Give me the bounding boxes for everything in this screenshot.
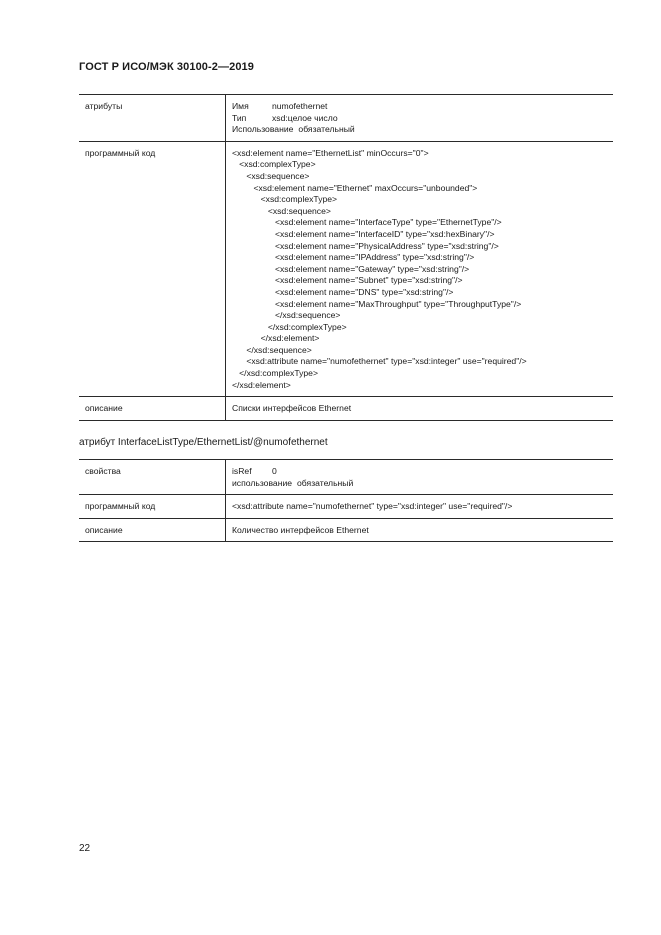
attr-usage-key: Использование [232, 124, 294, 135]
prop-usage-key: использование [232, 477, 293, 488]
description-row [79, 397, 613, 421]
prop-isref-value: 0 [272, 466, 277, 476]
code-line: <xsd:attribute name="numofethernet" type="xsd:integer" use="required"/> [232, 356, 527, 367]
code-line: <xsd:element name="MaxThroughput" type="ThroughputType"/> [232, 298, 522, 309]
code-line: <xsd:element name="Ethernet" maxOccurs="unbounded"> [232, 182, 478, 193]
attribute-caption: атрибут InterfaceListType/EthernetList/@numofethernet [79, 437, 328, 448]
code-line: <xsd:complexType> [232, 159, 316, 170]
attr-name-key: Имя [232, 101, 249, 111]
prop-isref-key: isRef [232, 466, 252, 476]
code-line: </xsd:element> [232, 379, 291, 390]
code-line: <xsd:element name="IPAddress" type="xsd:string"/> [232, 252, 475, 263]
code-label: программный код [79, 141, 226, 396]
attr-usage-line [232, 124, 607, 136]
attributes-row [79, 95, 613, 142]
code-line: <xsd:element name="PhysicalAddress" type="xsd:string"/> [232, 240, 499, 251]
code-value-2: <xsd:attribute name="numofethernet" type="xsd:integer" use="required"/> [226, 495, 614, 519]
code-line: </xsd:complexType> [232, 368, 318, 379]
prop-usage-line [232, 478, 607, 490]
code-block [232, 148, 607, 391]
description-label-2: описание [79, 518, 226, 542]
code-value [226, 141, 614, 396]
code-line: <xsd:sequence> [232, 205, 331, 216]
prop-usage-value: обязательный [297, 477, 354, 488]
document-header: ГОСТ Р ИСО/МЭК 30100-2—2019 [79, 61, 254, 73]
code-label-2: программный код [79, 495, 226, 519]
code-line: </xsd:element> [232, 333, 320, 344]
code-line: </xsd:sequence> [232, 310, 341, 321]
code-line: <xsd:element name="InterfaceType" type="EthernetType"/> [232, 217, 502, 228]
code-row-2 [79, 495, 613, 519]
element-ethernetlist-table [79, 94, 613, 421]
page-number: 22 [79, 843, 91, 854]
description-label: описание [79, 397, 226, 421]
properties-row [79, 460, 613, 495]
attribute-numofethernet-table [79, 459, 613, 542]
description-value-2: Количество интерфейсов Ethernet [226, 518, 614, 542]
prop-isref-line [232, 466, 607, 478]
code-line: <xsd:sequence> [232, 170, 310, 181]
attr-type-value: xsd:целое число [272, 112, 338, 123]
attr-type-key: Тип [232, 112, 247, 123]
attr-name-value: numofethernet [272, 101, 328, 111]
attr-usage-value: обязательный [298, 124, 355, 135]
properties-label: свойства [79, 460, 226, 495]
code-row [79, 141, 613, 396]
code-line: <xsd:element name="InterfaceID" type="xsd:hexBinary"/> [232, 228, 495, 239]
code-line: <xsd:complexType> [232, 194, 338, 205]
code-line: </xsd:complexType> [232, 321, 347, 332]
code-line: <xsd:element name="DNS" type="xsd:string"/> [232, 286, 454, 297]
description-value: Списки интерфейсов Ethernet [226, 397, 614, 421]
code-line: <xsd:element name="EthernetList" minOccurs="0"> [232, 147, 429, 158]
attr-type-line [232, 113, 607, 125]
attributes-label: атрибуты [79, 95, 226, 142]
attr-name-line [232, 101, 607, 113]
description-row-2 [79, 518, 613, 542]
attributes-value [226, 95, 614, 142]
code-line: <xsd:element name="Gateway" type="xsd:string"/> [232, 263, 470, 274]
code-line: <xsd:element name="Subnet" type="xsd:string"/> [232, 275, 463, 286]
properties-value [226, 460, 614, 495]
code-line: </xsd:sequence> [232, 344, 312, 355]
